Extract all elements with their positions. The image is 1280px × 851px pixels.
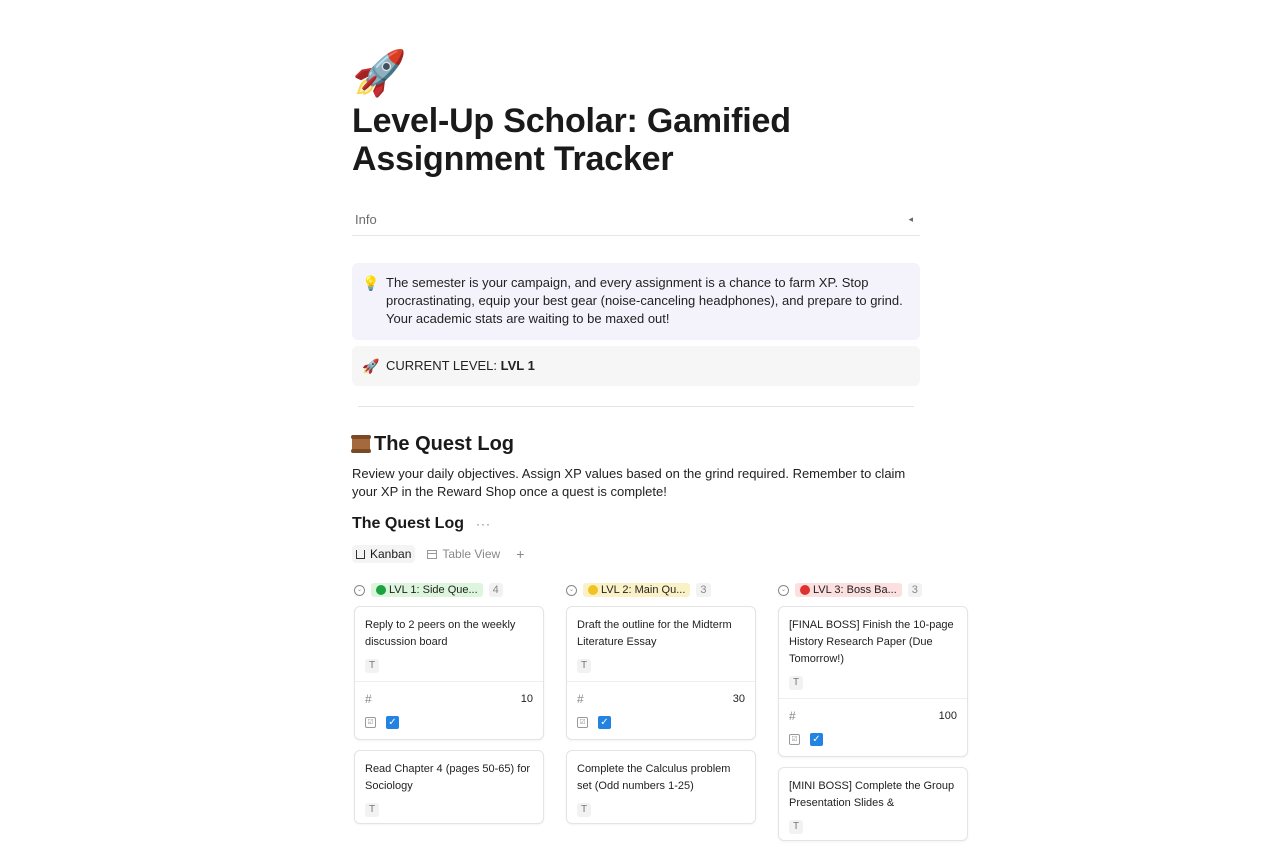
quest-card[interactable] <box>354 750 544 824</box>
rocket-icon: 🚀 <box>362 358 380 374</box>
column-label[interactable] <box>795 583 902 597</box>
quest-card[interactable] <box>566 606 756 740</box>
xp-value[interactable]: 100 <box>938 710 957 722</box>
done-row <box>567 716 755 739</box>
column-count: 3 <box>908 583 922 597</box>
column-label[interactable] <box>371 583 483 597</box>
card-title: Draft the outline for the Midterm Literature Essay <box>577 619 732 648</box>
column-label-text: LVL 2: Main Qu... <box>601 584 686 596</box>
text-property-icon: T <box>365 803 379 817</box>
card-title: [FINAL BOSS] Finish the 10-page History Research Paper (Due Tomorrow!) <box>789 619 954 665</box>
xp-row <box>567 682 755 716</box>
column-label[interactable] <box>583 583 690 597</box>
number-icon: # <box>577 692 584 706</box>
text-property-icon: T <box>789 676 803 690</box>
checkbox-property-icon: ☑ <box>365 717 376 728</box>
collapse-icon[interactable]: ⌄ <box>566 585 577 596</box>
section-heading[interactable] <box>352 430 514 458</box>
number-icon: # <box>365 692 372 706</box>
tab-kanban[interactable] <box>352 545 415 563</box>
more-options-icon[interactable]: ··· <box>476 517 491 531</box>
rocket-icon[interactable]: 🚀 <box>352 49 407 98</box>
card-title: Reply to 2 peers on the weekly discussion board <box>365 619 516 648</box>
done-row <box>779 733 967 756</box>
section-heading-text: The Quest Log <box>374 433 514 455</box>
column-header <box>778 578 968 602</box>
intro-callout <box>352 263 920 340</box>
checkbox-property-icon: ☑ <box>789 734 800 745</box>
card-title: Complete the Calculus problem set (Odd numbers 1-25) <box>577 763 731 792</box>
table-icon <box>427 550 437 559</box>
text-property-icon: T <box>365 659 379 673</box>
database-header <box>352 515 491 533</box>
xp-row <box>779 699 967 733</box>
card-title: Read Chapter 4 (pages 50-65) for Sociology <box>365 763 531 792</box>
done-checkbox[interactable]: ✓ <box>810 733 823 746</box>
level-value: LVL 1 <box>500 358 535 373</box>
quest-card[interactable] <box>354 606 544 740</box>
kanban-column <box>566 578 756 834</box>
text-property-icon: T <box>577 659 591 673</box>
database-title[interactable]: The Quest Log <box>352 515 464 532</box>
card-title: [MINI BOSS] Complete the Group Presentation Slides & <box>789 780 955 809</box>
text-property-icon: T <box>577 803 591 817</box>
status-dot-icon <box>376 585 386 595</box>
quest-card[interactable] <box>778 767 968 841</box>
column-count: 4 <box>489 583 503 597</box>
kanban-board <box>354 578 974 832</box>
column-label-text: LVL 1: Side Que... <box>389 584 478 596</box>
tab-kanban-label: Kanban <box>370 547 412 561</box>
kanban-column <box>354 578 544 834</box>
column-header <box>354 578 544 602</box>
done-checkbox[interactable]: ✓ <box>386 716 399 729</box>
status-dot-icon <box>800 585 810 595</box>
xp-value[interactable]: 30 <box>732 693 745 705</box>
xp-row <box>355 682 543 716</box>
done-row <box>355 716 543 739</box>
column-count: 3 <box>696 583 710 597</box>
text-property-icon: T <box>789 820 803 834</box>
lightbulb-icon: 💡 <box>362 275 380 291</box>
level-callout-text[interactable] <box>386 357 535 375</box>
collapse-icon[interactable]: ⌄ <box>778 585 789 596</box>
level-callout <box>352 346 920 386</box>
column-header <box>566 578 756 602</box>
quest-card[interactable] <box>778 606 968 757</box>
quest-card[interactable] <box>566 750 756 824</box>
level-prefix: CURRENT LEVEL: <box>386 358 501 373</box>
view-tabs <box>352 544 524 564</box>
info-label: Info <box>355 212 377 227</box>
status-dot-icon <box>588 585 598 595</box>
caret-left-icon: ◂ <box>908 214 913 224</box>
add-view-icon[interactable]: + <box>516 546 525 562</box>
kanban-icon <box>356 550 365 559</box>
scroll-icon <box>352 435 370 453</box>
kanban-column <box>778 578 968 851</box>
checkbox-property-icon: ☑ <box>577 717 588 728</box>
section-description[interactable]: Review your daily objectives. Assign XP values based on the grind required. Remember to claim your XP in the Reward Shop once a quest is complete! <box>352 466 906 499</box>
tab-table-view-label: Table View <box>442 547 501 561</box>
collapse-icon[interactable]: ⌄ <box>354 585 365 596</box>
intro-callout-text[interactable]: The semester is your campaign, and every assignment is a chance to farm XP. Stop procrastinating, equip your best gear (noise-canceling headphones), and prepare to grind. Your academic stats are waiting to be maxed out! <box>386 275 903 326</box>
tab-table-view[interactable] <box>423 545 504 563</box>
page-title[interactable]: Level-Up Scholar: Gamified Assignment Tracker <box>352 102 791 178</box>
divider <box>358 406 914 407</box>
number-icon: # <box>789 709 796 723</box>
info-toggle[interactable] <box>352 204 920 236</box>
xp-value[interactable]: 10 <box>520 693 533 705</box>
column-label-text: LVL 3: Boss Ba... <box>813 584 897 596</box>
done-checkbox[interactable]: ✓ <box>598 716 611 729</box>
